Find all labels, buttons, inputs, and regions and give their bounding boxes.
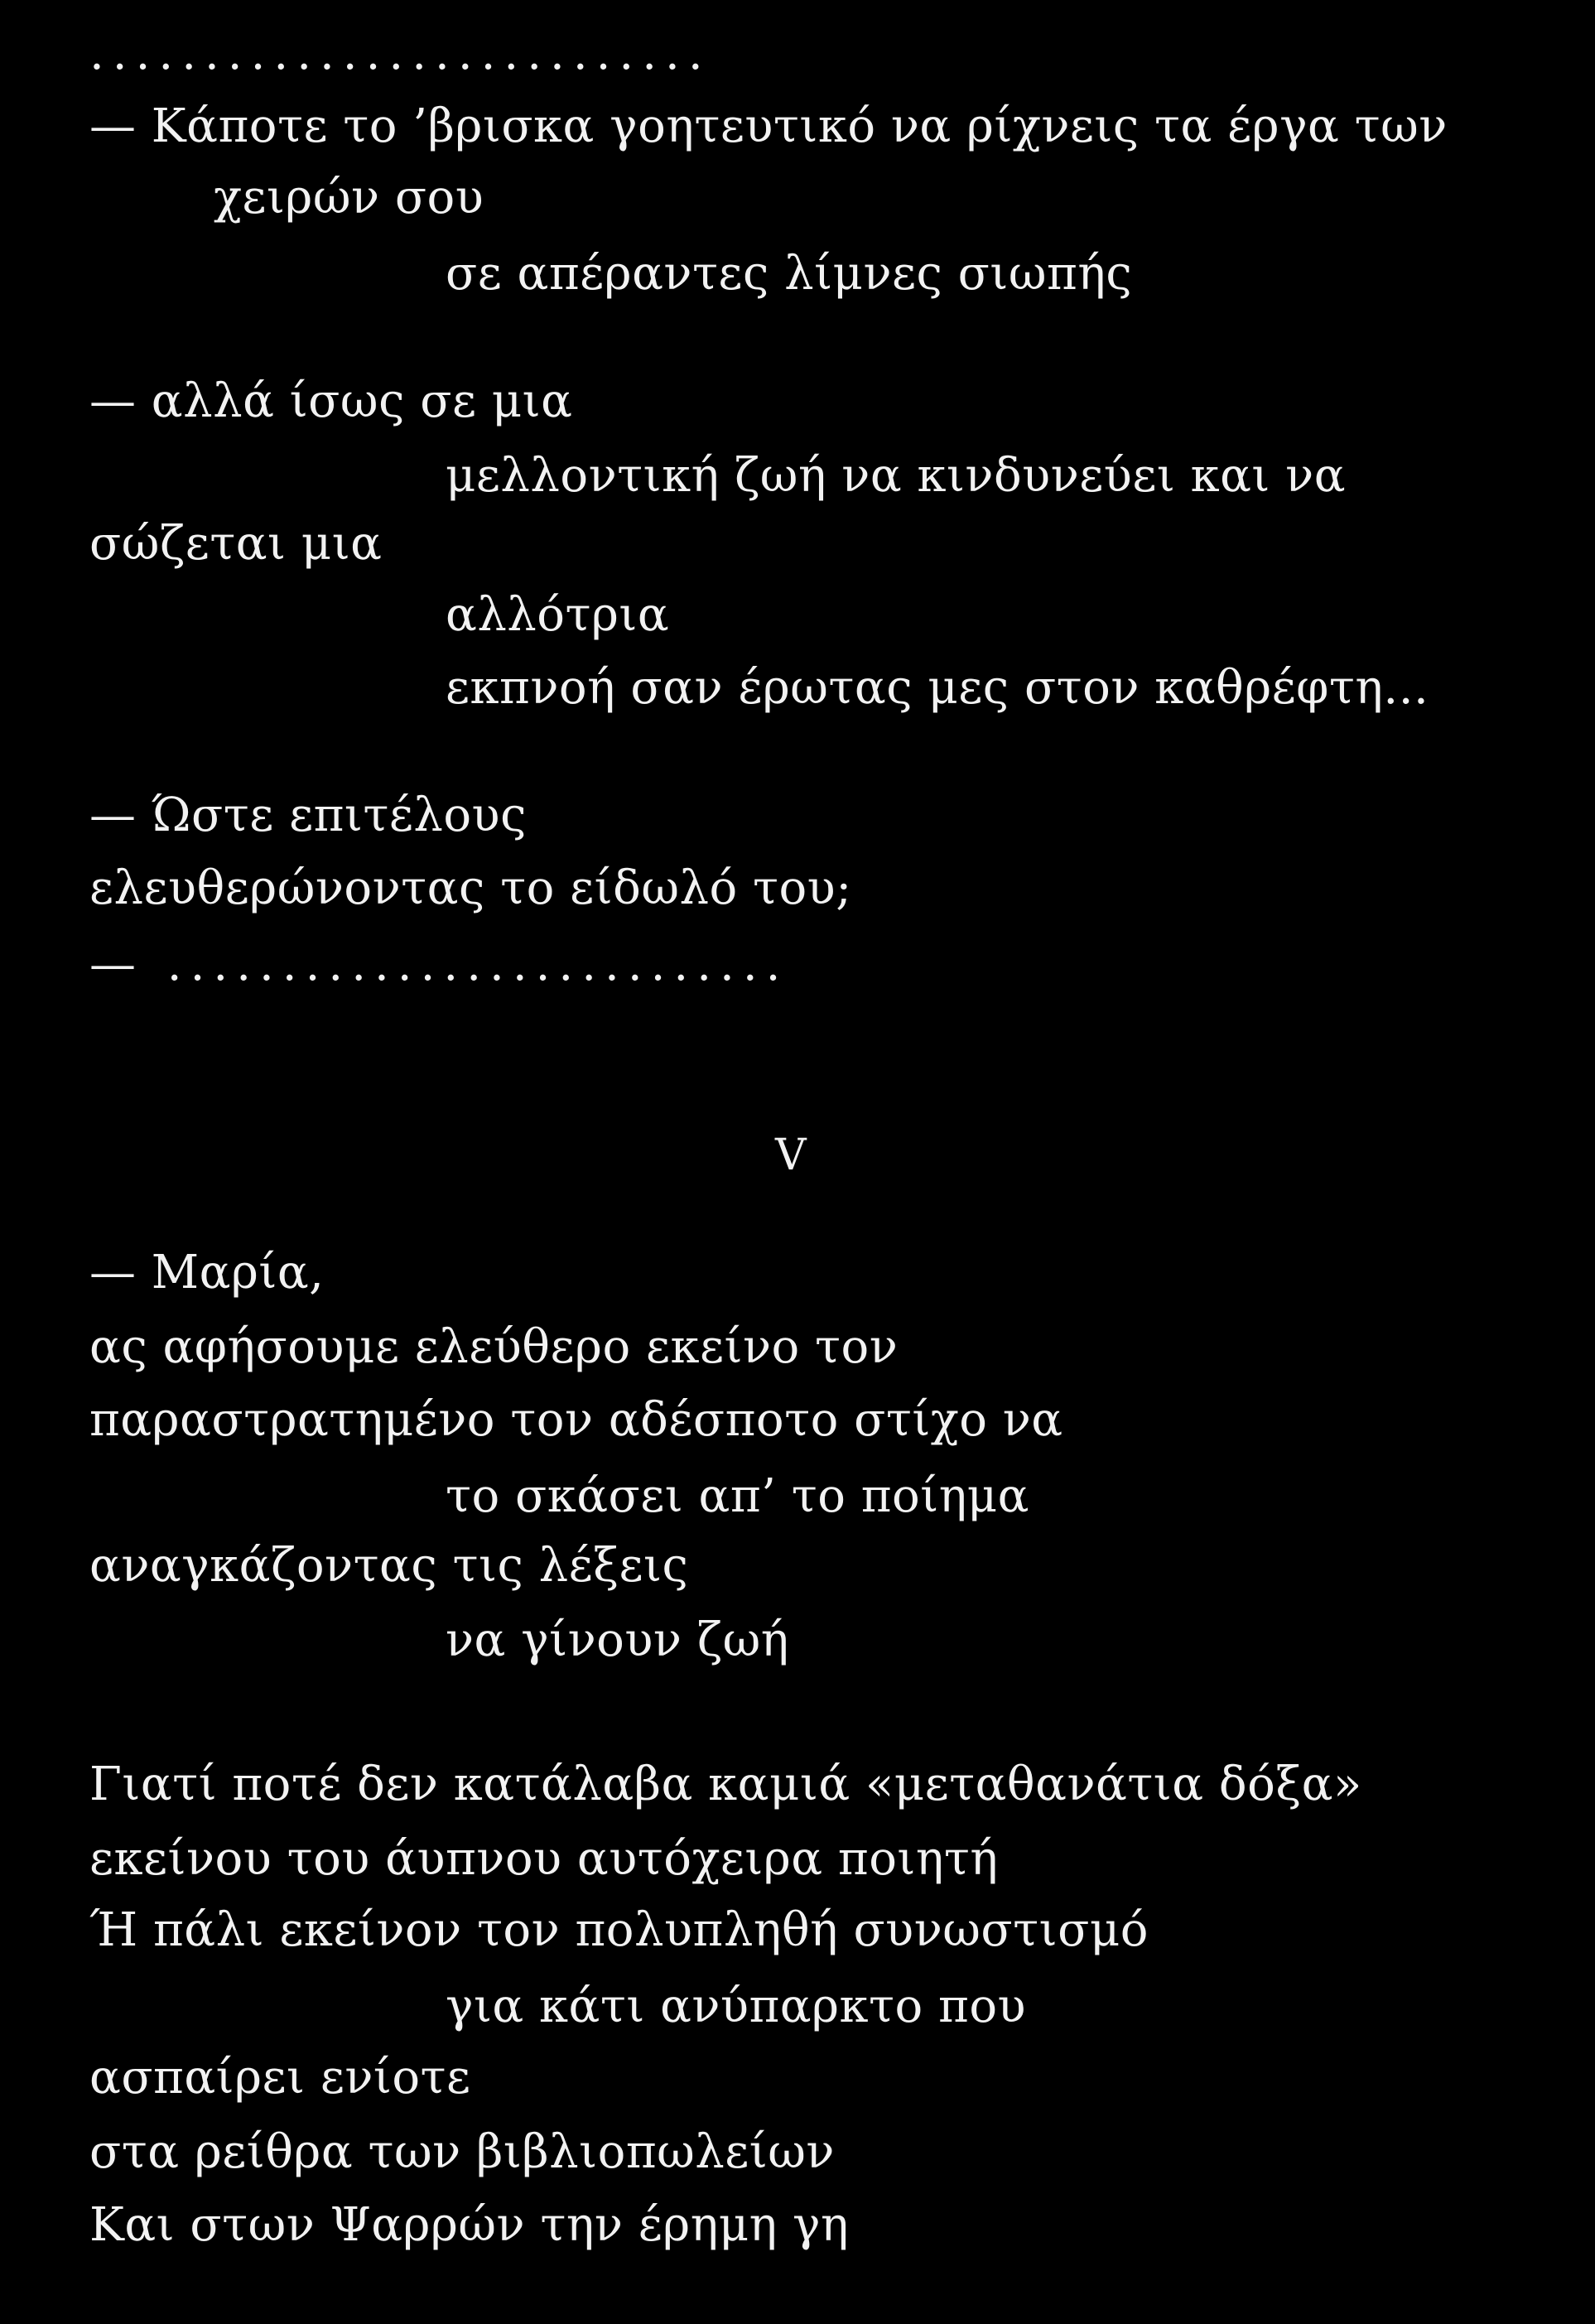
stanza5-line3: Ή πάλι εκείνον τον πολυπληθή συνωστισμό [89, 1903, 1149, 1957]
stanza3-line1: — Ώστε επιτέλους [89, 788, 527, 842]
stanza5-line5: ασπαίρει ενίοτε [89, 2051, 471, 2105]
stanza5-line1: Γιατί ποτέ δεν κατάλαβα καμιά «μεταθανάτια δόξα» [89, 1757, 1362, 1811]
stanza4-line4: το σκάσει απ’ το ποίημα [446, 1469, 1029, 1523]
stanza2-line4: αλλότρια [446, 588, 670, 642]
stanza1-line1: — Κάποτε το ’βρισκα γοητευτικό να ρίχνεις τα έργα των [89, 99, 1448, 153]
stanza1-line2: χειρών σου [214, 171, 484, 224]
stanza3-line2: ελευθερώνοντας το είδωλό του; [89, 861, 852, 915]
stanza5-line7: Και στων Ψαρρών την έρημη γη [89, 2198, 850, 2252]
stanza4-line5: αναγκάζοντας τις λέξεις [89, 1539, 689, 1593]
stanza3-line3-dots: — ........................... [89, 938, 789, 991]
stanza5-line6: στα ρείθρα των βιβλιοπωλείων [89, 2125, 835, 2179]
stanza4-line1: — Μαρία, [89, 1246, 325, 1299]
stanza5-line4: για κάτι ανύπαρκτο που [446, 1979, 1027, 2033]
stanza5-line2: εκείνου του άυπνου αυτόχειρα ποιητή [89, 1832, 999, 1886]
stanza4-line3: παραστρατημένο τον αδέσποτο στίχο να [89, 1393, 1063, 1447]
stanza2-line5: εκπνοή σαν έρωτας μες στον καθρέφτη... [446, 661, 1429, 715]
top-dots: ........................... [89, 27, 711, 80]
section-number: V [775, 1131, 807, 1180]
stanza2-line2: μελλοντική ζωή να κινδυνεύει και να [446, 449, 1347, 503]
stanza2-line1: — αλλά ίσως σε μια [89, 374, 573, 428]
stanza1-line3: σε απέραντες λίμνες σιωπής [446, 247, 1133, 301]
stanza4-line6: να γίνουν ζωή [446, 1613, 789, 1667]
stanza2-line3: σώζεται μια [89, 517, 383, 571]
stanza4-line2: ας αφήσουμε ελεύθερο εκείνο τον [89, 1320, 899, 1374]
